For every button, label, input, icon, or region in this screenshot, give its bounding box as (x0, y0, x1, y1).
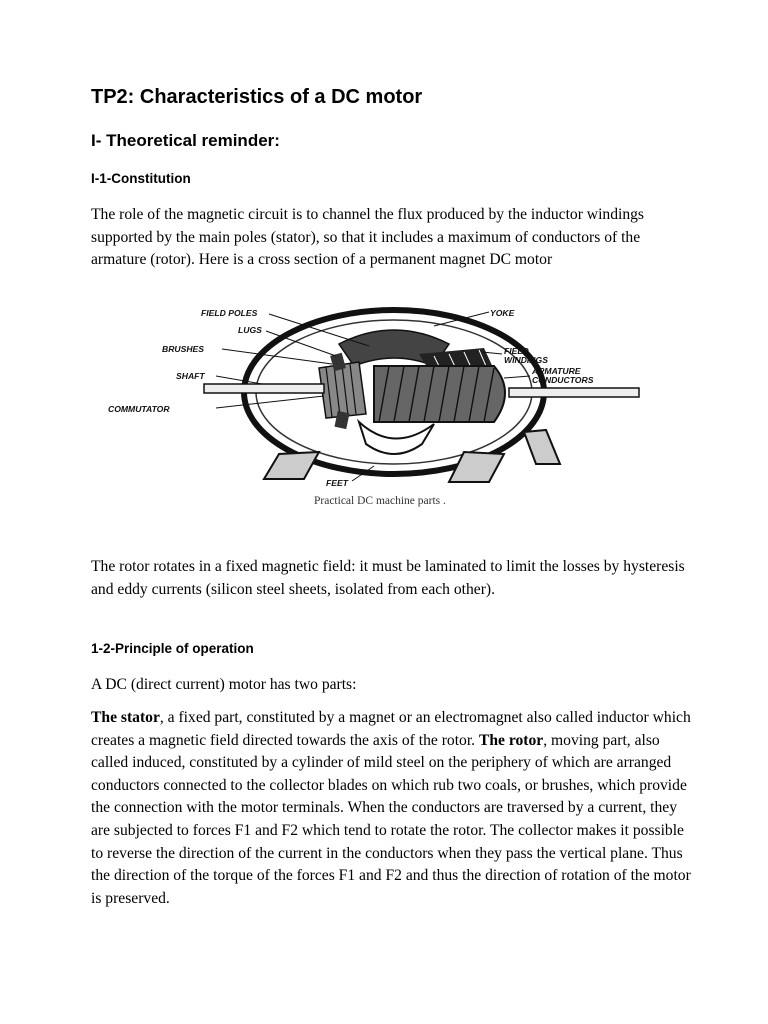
subsection-heading-principle: 1-2-Principle of operation (91, 641, 254, 656)
paragraph-magnetic-circuit: The role of the magnetic circuit is to channel the flux produced by the inductor windings supported by the main poles (stator), so that it includes a maximum of conductors of the armature (rotor). Here is a cross section of a permanent magnet DC motor (91, 206, 644, 269)
feet-shape (264, 452, 319, 479)
label-feet: FEET (326, 478, 348, 488)
paragraph-stator-rotor (91, 707, 691, 910)
label-lugs: LUGS (238, 325, 262, 335)
figure-caption: Practical DC machine parts . (314, 495, 446, 507)
dc-motor-illustration (104, 304, 664, 518)
dc-motor-figure (104, 304, 664, 518)
label-yoke: YOKE (490, 308, 515, 318)
rotor-description: , moving part, also called induced, constituted by a cylinder of mild steel on the periphery of which are arranged conductors connected to the collector blades on which rub two coals, or brushes, which provide the connection with the motor terminals. When the conductors are traversed by a current, they are subjected to forces F1 and F2 which tend to rotate the rotor. The collector makes it possible to reverse the direction of the current in the conductors when they pass the vertical plane. Thus the direction of the torque of the forces F1 and F2 and thus the direction of rotation of the motor is preserved. (91, 731, 691, 907)
document-title: TP2: Characteristics of a DC motor (91, 86, 423, 108)
stator-description: , a fixed part, constituted by a magnet or an electromagnet also called inductor which creates a magnetic field directed towards the axis of the rotor. (91, 709, 691, 749)
stator-term: The stator (91, 709, 160, 726)
label-windings: WINDINGS (504, 355, 548, 365)
label-field: FIELD (504, 346, 529, 356)
label-brushes: BRUSHES (162, 344, 205, 354)
paragraph-rotor-laminated: The rotor rotates in a fixed magnetic field: it must be laminated to limit the losses by hysteresis and eddy currents (silicon steel sheets, isolated from each other). (91, 558, 685, 598)
shaft-shape (204, 384, 324, 393)
label-field-poles: FIELD POLES (201, 308, 258, 318)
subsection-heading-constitution: I-1-Constitution (91, 171, 191, 186)
label-armature: ARMATURE (532, 366, 581, 376)
label-shaft: SHAFT (176, 371, 205, 381)
label-commutator: COMMUTATOR (108, 404, 170, 414)
section-heading: I- Theoretical reminder: (91, 131, 280, 150)
paragraph-two-parts: A DC (direct current) motor has two parts: (91, 676, 357, 693)
label-conductors: CONDUCTORS (532, 375, 594, 385)
rotor-term: The rotor (478, 731, 544, 749)
